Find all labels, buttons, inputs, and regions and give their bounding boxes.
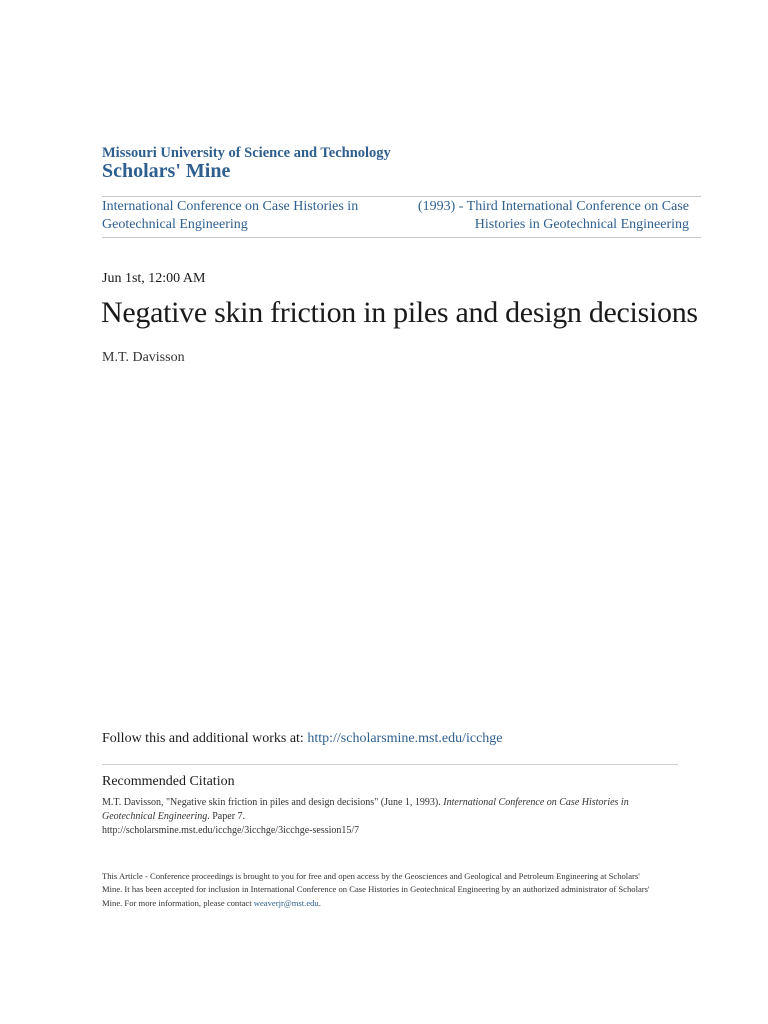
article-date: Jun 1st, 12:00 AM (102, 271, 206, 286)
citation-suffix: . Paper 7. (207, 811, 246, 822)
citation-text (102, 796, 682, 838)
university-name: Missouri University of Science and Technology (102, 145, 391, 161)
disclaimer-body: This Article - Conference proceedings is brought to you for free and open access by the Geosciences and Geological and Petroleum Engineering at Scholars' Mine. It has been accepted for inclusion in International Conference on Case Histories in Geotechnical Engineering by an authorized administrator of Scholars' Mine. For more information, please contact (102, 871, 650, 908)
citation-prefix: M.T. Davisson, "Negative skin friction in piles and design decisions" (June 1, 1993). (102, 797, 444, 808)
repository-name[interactable]: Scholars' Mine (102, 160, 231, 182)
conference-link[interactable]: (1993) - Third International Conference on Case Histories in Geotechnical Engineering (417, 199, 689, 232)
citation-journal: International Conference on Case Histories in Geotechnical Engineering (102, 797, 629, 822)
breadcrumb-divider (102, 237, 701, 238)
follow-label: Follow this and additional works at: (102, 731, 308, 746)
article-title: Negative skin friction in piles and design decisions (101, 296, 698, 329)
citation-heading: Recommended Citation (102, 774, 235, 789)
follow-link[interactable]: http://scholarsmine.mst.edu/icchge (307, 731, 503, 746)
collection-link[interactable]: International Conference on Case Histories in Geotechnical Engineering (102, 199, 359, 232)
article-author: M.T. Davisson (102, 350, 185, 365)
follow-line (102, 731, 503, 747)
citation-url: http://scholarsmine.mst.edu/icchge/3icchge/3icchge-session15/7 (102, 825, 360, 836)
top-divider (102, 196, 701, 197)
disclaimer-end: . (318, 897, 321, 908)
contact-email-link[interactable]: weaverjr@mst.edu (253, 897, 319, 908)
citation-divider (102, 764, 678, 765)
disclaimer-text (102, 870, 662, 910)
